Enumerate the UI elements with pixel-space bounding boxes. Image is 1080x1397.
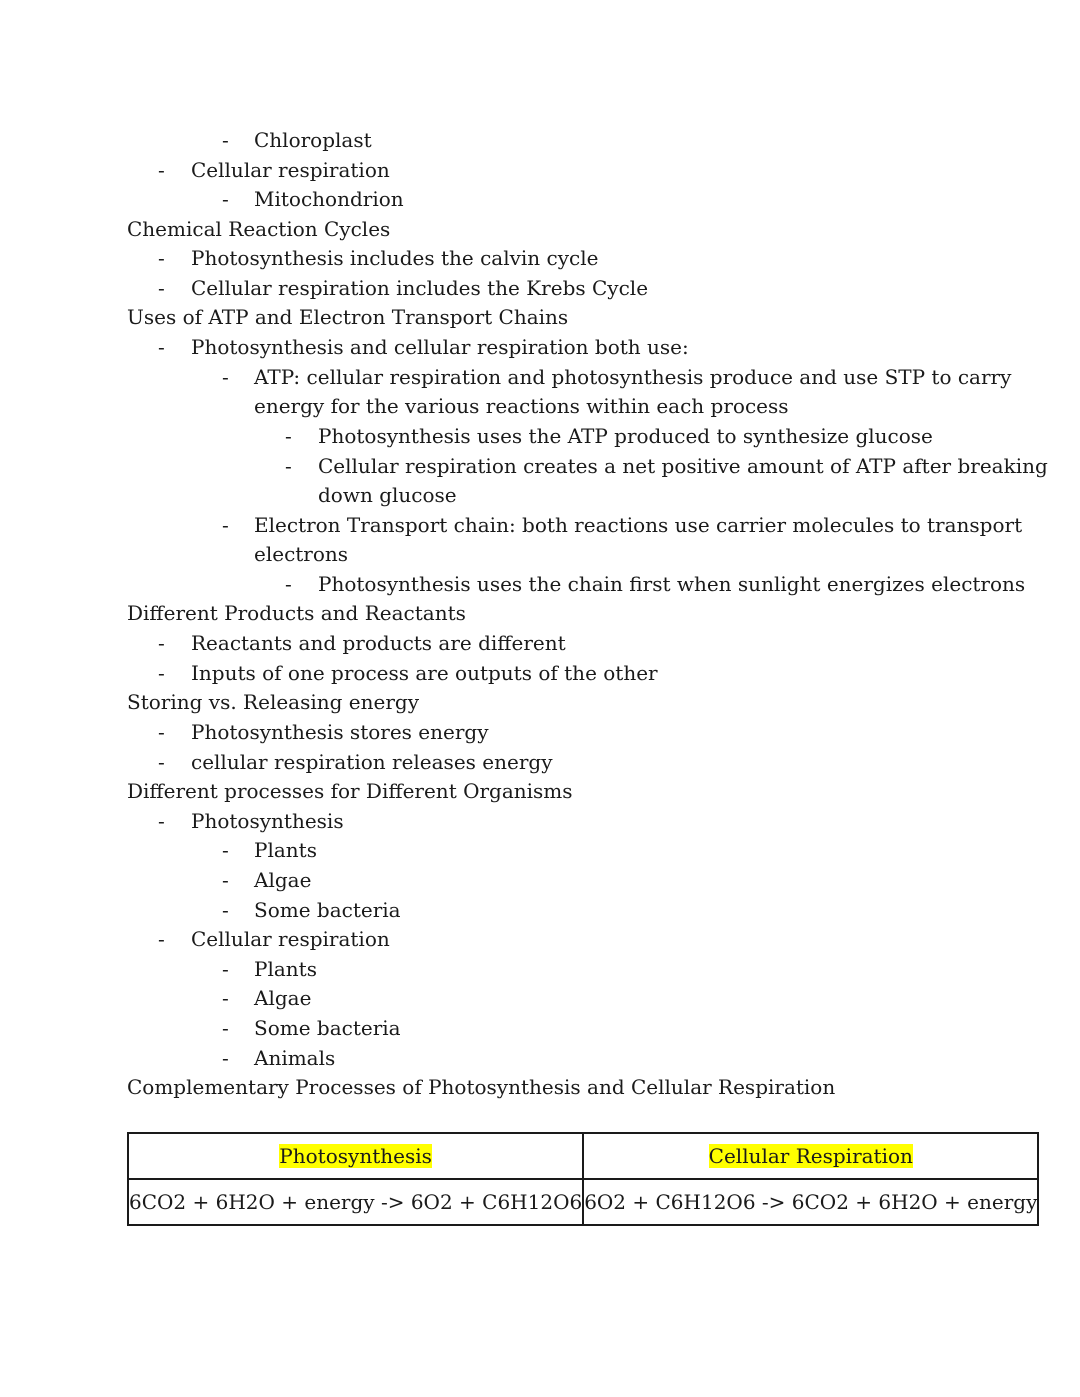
bullet-dash: -: [285, 424, 292, 448]
bullet-dash: -: [222, 868, 229, 892]
bullet-dash: -: [158, 809, 165, 833]
list-item: Photosynthesis and cellular respiration both use:: [191, 335, 689, 359]
list-item: Electron Transport chain: both reactions use carrier molecules to transport: [254, 513, 1023, 537]
bullet-dash: -: [222, 986, 229, 1010]
bullet-dash: -: [158, 750, 165, 774]
table-cell: 6CO2 + 6H2O + energy -> 6O2 + C6H12O6: [128, 1179, 583, 1225]
section-heading: Chemical Reaction Cycles: [127, 217, 391, 241]
list-item: Photosynthesis: [191, 809, 344, 833]
bullet-dash: -: [222, 838, 229, 862]
bullet-dash: -: [222, 1046, 229, 1070]
list-item: Photosynthesis includes the calvin cycle: [191, 246, 599, 270]
bullet-dash: -: [222, 365, 229, 389]
bullet-dash: -: [222, 898, 229, 922]
section-heading: Storing vs. Releasing energy: [127, 690, 420, 714]
bullet-dash: -: [158, 335, 165, 359]
list-item: Animals: [254, 1046, 336, 1070]
list-item: Cellular respiration: [191, 158, 390, 182]
list-item: Reactants and products are different: [191, 631, 566, 655]
list-item-continuation: electrons: [254, 542, 349, 566]
bullet-dash: -: [222, 957, 229, 981]
list-item: Algae: [254, 986, 312, 1010]
bullet-dash: -: [222, 513, 229, 537]
table-row: [128, 1179, 1038, 1225]
bullet-dash: -: [222, 187, 229, 211]
bullet-dash: -: [222, 1016, 229, 1040]
list-item: Cellular respiration includes the Krebs Cycle: [191, 276, 649, 300]
list-item-continuation: energy for the various reactions within each process: [254, 394, 789, 418]
comparison-table: [127, 1132, 1039, 1226]
section-heading: Different processes for Different Organisms: [127, 779, 573, 803]
bullet-dash: -: [158, 661, 165, 685]
bullet-dash: -: [285, 454, 292, 478]
list-item: Cellular respiration: [191, 927, 390, 951]
list-item: Photosynthesis uses the chain first when sunlight energizes electrons: [318, 572, 1026, 596]
table-header-cell: [583, 1133, 1038, 1179]
bullet-dash: -: [158, 927, 165, 951]
bullet-dash: -: [285, 572, 292, 596]
list-item: Mitochondrion: [254, 187, 404, 211]
section-heading: Complementary Processes of Photosynthesis and Cellular Respiration: [127, 1075, 836, 1099]
table-cell: 6O2 + C6H12O6 -> 6CO2 + 6H2O + energy: [583, 1179, 1038, 1225]
list-item: Cellular respiration creates a net positive amount of ATP after breaking: [318, 454, 1048, 478]
bullet-dash: -: [158, 246, 165, 270]
table-header-cell: [128, 1133, 583, 1179]
list-item: Inputs of one process are outputs of the other: [191, 661, 658, 685]
table-header-row: [128, 1133, 1038, 1179]
section-heading: Different Products and Reactants: [127, 601, 466, 625]
bullet-dash: -: [158, 631, 165, 655]
section-heading: Uses of ATP and Electron Transport Chains: [127, 305, 569, 329]
list-item: Plants: [254, 957, 317, 981]
list-item: Photosynthesis uses the ATP produced to synthesize glucose: [318, 424, 933, 448]
list-item-continuation: down glucose: [318, 483, 457, 507]
bullet-dash: -: [222, 128, 229, 152]
list-item: Chloroplast: [254, 128, 372, 152]
list-item: cellular respiration releases energy: [191, 750, 553, 774]
list-item: ATP: cellular respiration and photosynthesis produce and use STP to carry: [254, 365, 1012, 389]
list-item: Plants: [254, 838, 317, 862]
list-item: Some bacteria: [254, 1016, 401, 1040]
bullet-dash: -: [158, 276, 165, 300]
bullet-dash: -: [158, 720, 165, 744]
list-item: Some bacteria: [254, 898, 401, 922]
bullet-dash: -: [158, 158, 165, 182]
highlighted-header: Cellular Respiration: [708, 1144, 913, 1168]
highlighted-header: Photosynthesis: [279, 1144, 432, 1168]
list-item: Algae: [254, 868, 312, 892]
list-item: Photosynthesis stores energy: [191, 720, 489, 744]
